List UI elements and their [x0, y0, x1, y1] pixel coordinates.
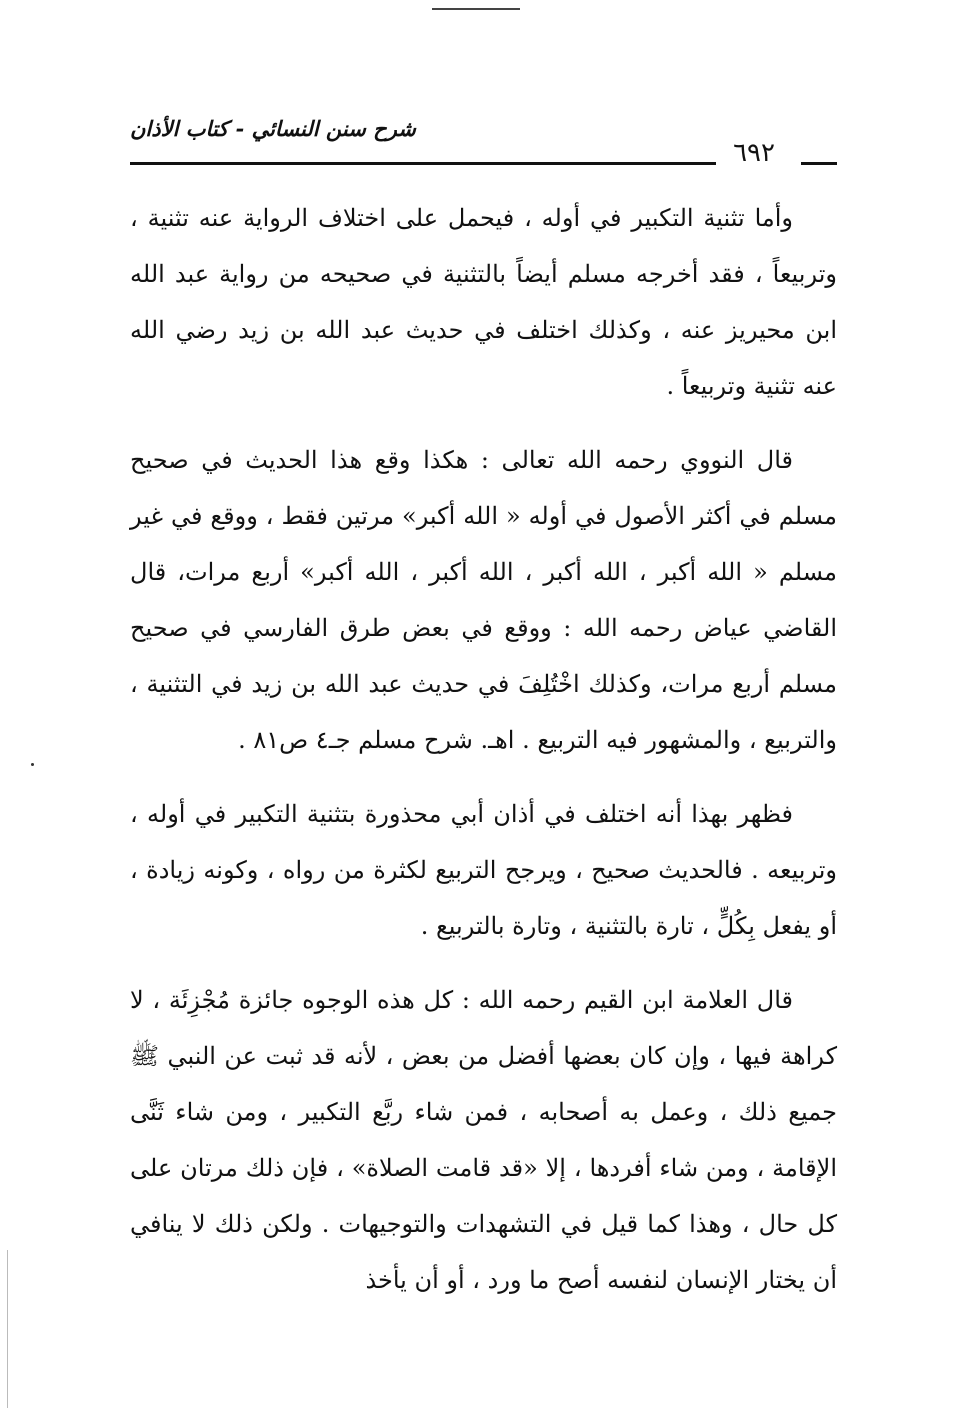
page-header [130, 110, 837, 170]
body-text [130, 190, 837, 1326]
paragraph-2: قال النووي رحمه الله تعالى : هكذا وقع هذا الحديث في صحيح مسلم في أكثر الأصول في أوله « الله أكبر» مرتين فقط ، ووقع في غير مسلم « الله أكبر ، الله أكبر ، الله أكبر ، الله أكبر» أربع مرات، قال القاضي عياض رحمه الله : ووقع في بعض طرق الفارسي في صحيح مسلم أربع مرات، وكذلك اخْتُلِفَ في حديث عبد الله بن زيد في التثنية ، والتربيع ، والمشهور فيه التربيع . اهـ. شرح مسلم جـ٤ ص٨١ . [130, 446, 837, 754]
top-edge-mark [432, 0, 520, 10]
header-rule-short [801, 162, 837, 165]
paragraph-3: فظهر بهذا أنه اختلف في أذان أبي محذورة بتثنية التكبير في أوله ، وتربيعه . فالحديث صحيح ، ويرجح التربيع لكثرة من رواه ، وكونه زيادة ، أو يفعل بِكُلٍّ ، تارة بالتثنية ، وتارة بالتربيع . [130, 800, 838, 940]
paragraph-1: وأما تثنية التكبير في أوله ، فيحمل على اختلاف الرواية عنه تثنية ، وتربيعاً ، فقد أخرجه مسلم أيضاً بالتثنية في صحيحه من رواية عبد الله ابن محيريز عنه ، وكذلك اختلف في حديث عبد الله بن زيد رضي الله عنه تثنية وتربيعاً . [130, 204, 837, 400]
scan-edge-line [7, 1250, 8, 1408]
header-rule [130, 162, 716, 165]
paragraph-4: قال العلامة ابن القيم رحمه الله : كل هذه الوجوه جائزة مُجْزِئَة ، لا كراهة فيها ، وإن كان بعضها أفضل من بعض ، لأنه قد ثبت عن النبي ﷺ جميع ذلك ، وعمل به أصحابه ، فمن شاء ربَّع التكبير ، ومن شاء ثَنَّى الإقامة ، ومن شاء أفردها ، إلا «قد قامت الصلاة» ، فإن ذلك مرتان على كل حال ، وهذا كما قيل في التشهدات والتوجيهات . ولكن ذلك لا ينافي أن يختار الإنسان لنفسه أصح ما ورد ، أو أن يأخذ [130, 986, 837, 1294]
scan-speck [31, 763, 34, 766]
page-number: ٦٩٢ [733, 138, 775, 168]
running-title: شرح سنن النسائي - كتاب الأذان [130, 116, 416, 141]
